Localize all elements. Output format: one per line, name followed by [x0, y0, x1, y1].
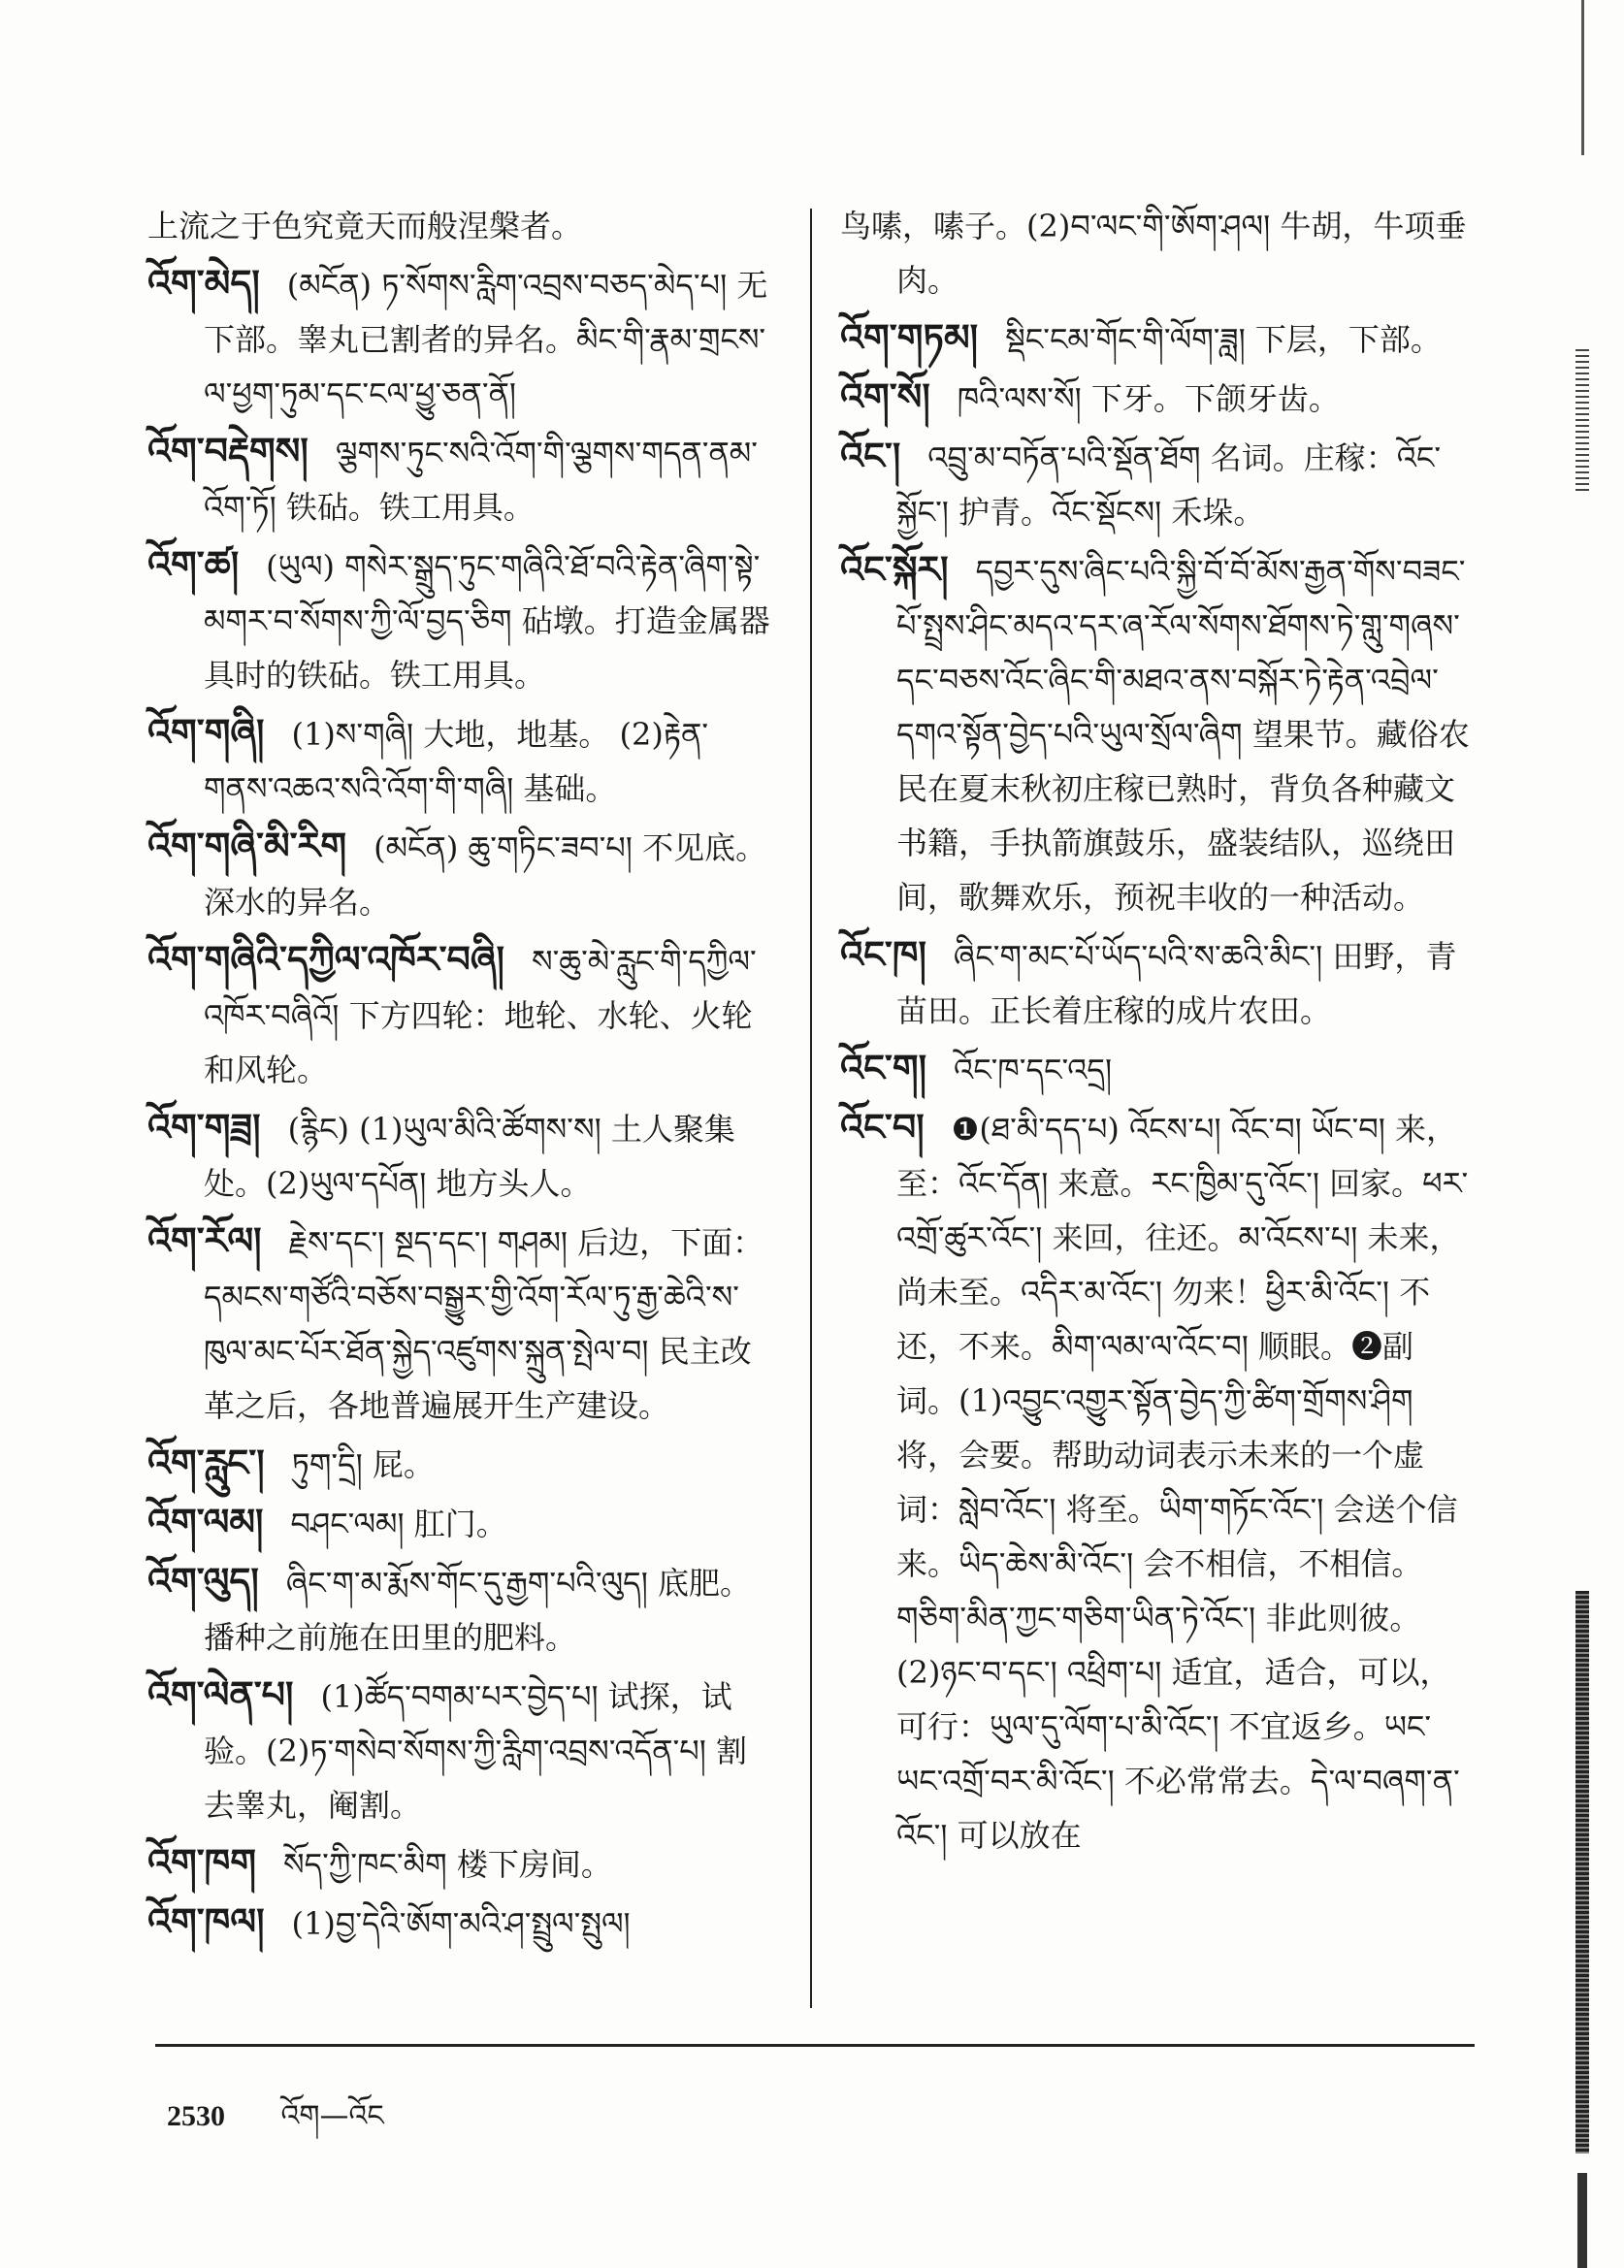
entry-headword: འོག་གཟྲ།: [147, 1106, 261, 1149]
dictionary-entry: [840, 310, 1473, 367]
entry-headword: འོག་རླུང་།: [147, 1442, 265, 1484]
entry-body: འོང་ཁ་དང་འདྲ།: [954, 1052, 1113, 1088]
entry-body: 上流之于色究竟天而般涅槃者。: [147, 208, 583, 244]
entry-body: བཤང་ལམ། 肛门。: [290, 1506, 507, 1542]
footer-rule: [155, 2044, 1475, 2047]
entry-body: དབྱར་དུས་ཞིང་པའི་སྐྱི་བོ་བོ་མོས་རྒྱན་གོས་བཟང་པོ་སྤྲས་ཤིང་མདའ་དར་ཞ་རོལ་སོགས་ཐོགས་ཏེ་གླུ་གཞས་དང་བཅས་འོང་ཞིང་གི་མཐའ་ནས་བསྐོར་ཏེ་རྟེན་འབྲེལ་དགའ་སྟོན་བྱེད་པའི་ཡུལ་སྲོལ་ཞིག 望果节。藏俗农民在夏末秋初庄稼已熟时，背负各种藏文书籍，手执箭旗鼓乐，盛装结队，巡绕田间，歌舞欢乐，预祝丰收的一种活动。: [896, 553, 1470, 916]
dictionary-entry: [840, 1041, 1473, 1097]
dictionary-entry: [840, 199, 1473, 308]
entry-body: ཁའི་ལས་སོ། 下牙。下颌牙齿。: [957, 380, 1340, 417]
edge-mark: [1575, 349, 1589, 495]
entry-body: (མངོན) ཏ་སོགས་རླིག་འབྲས་བཅད་མེད་པ། 无下部。睾丸已割者的异名。མིང་གི་རྣམ་གྲངས་ལ་ཕྱག་ཏུམ་དང་ངལ་ཕྱུ་ཅན་ནོ།: [204, 267, 768, 412]
entry-body: ས་ཆུ་མེ་རླུང་གི་དཀྱིལ་འཁོར་བཞིའོ། 下方四轮：地轮、水轮、火轮和风轮。: [204, 943, 757, 1088]
entry-body: ཞིང་ག་མ་རྨོས་གོང་དུ་རྒྱག་པའི་ལུད། 底肥。播种之前施在田里的肥料。: [204, 1565, 751, 1656]
dictionary-entry: [147, 1835, 778, 1892]
dictionary-entry: [147, 819, 778, 929]
page-footer: [167, 2084, 384, 2165]
entry-body: འབྲུ་མ་བཏོན་པའི་སྡོན་ཐོག 名词。庄稼：འོང་སྐྱོང་། 护青。འོང་སྡོངས། 禾垛。: [896, 439, 1442, 531]
entry-body: ❶(ཐ་མི་དད་པ) འོངས་པ། འོང་བ། ཡོང་བ། 来，至：འོང་དོན། 来意。རང་ཁྱིམ་དུ་འོང་། 回家。ཕར་འགྲོ་ཚུར་འོང་། 来回，往还。མ་འོངས་པ། 未来，尚未至。འདིར་མ་འོང་། 勿来！ཕྱིར་མི་འོང་། 不还，不来。མིག་ལམ་ལ་འོང་བ། 顺眼。❷副词。(1)འབྱུང་འགྱུར་སྟོན་བྱེད་ཀྱི་ཚིག་གྲོགས་ཤིག将，会要。帮助动词表示未来的一个虚词：སླེབ་འོང་། 将至。ཡིག་གཏོང་འོང་། 会送个信来。ཡིད་ཆེས་མི་འོང་། 会不相信，不相信。གཅིག་མིན་ཀྱང་གཅིག་ཡིན་ཏེ་འོང་། 非此则彼。(2)ཉང་བ་དང་། འཕྲིག་པ། 适宜，适合，可以，可行：ཡུལ་དུ་ལོག་པ་མི་འོང་། 不宜返乡。ཡང་ཡང་འགྲོ་བར་མི་འོང་། 不必常常去。དེ་ལ་བཞག་ན་འོང་། 可以放在: [896, 1111, 1469, 1854]
entry-body: (ཡུལ) གསེར་སྒྲུད་ཏུང་གཞིའི་ཐོ་བའི་རྟེན་ཞིག་སྟེ་མགར་བ་སོགས་ཀྱི་ལོ་བྱད་ཅིག 砧墩。打造金属器具时的铁砧。铁工用具。: [204, 548, 770, 694]
scan-edge-marks: [1566, 0, 1624, 2268]
entry-headword: འོང་།: [840, 435, 901, 477]
dictionary-entry: [840, 927, 1473, 1038]
entry-headword: འོང་བ།: [840, 1106, 925, 1149]
entry-headword: འོག་རོལ།: [147, 1219, 262, 1262]
entry-body: རྗེས་དང་། སྔད་དང་། གཤམ། 后边，下面：དམངས་གཙོའི་བཅོས་བསྒྱུར་གྱི་འོག་རོལ་ཏུ་རྒྱ་ཆེའི་ས་ཁུལ་མང་པོར་ཐོན་སྐྱེད་འཛུགས་སྐྲུན་སྤེལ་བ། 民主改革之后，各地普遍展开生产建设。: [204, 1224, 764, 1424]
entry-body: སོད་ཀྱི་ཁང་མིག 楼下房间。: [283, 1846, 612, 1883]
dictionary-entry: [147, 932, 778, 1097]
entry-headword: འོག་གཞི་མི་རིག: [147, 825, 347, 867]
dictionary-entry: [147, 1214, 778, 1433]
entry-body: ལྕགས་ཏུང་སའི་འོག་གི་ལྕགས་གདན་ནམ་འོག་ཏོ། 铁砧。铁工用具。: [204, 435, 758, 526]
entry-headword: འོང་ག།: [840, 1047, 927, 1089]
edge-mark: [1581, 0, 1584, 155]
entry-headword: འོག་གཏམ།: [840, 316, 979, 359]
entry-body: (1)ཚོད་བགམ་པར་བྱེད་པ། 试探，试验。(2)ཏ་གསེབ་སོགས་ཀྱི་རླིག་འབྲས་འདོན་པ། 割去睾丸，阉割。: [204, 1678, 748, 1824]
dictionary-entry: [147, 1436, 778, 1492]
entry-body: (རྙིང) (1)ཡུལ་མིའི་ཚོགས་ས། 土人聚集处。(2)ཡུལ་དཔོན། 地方头人。: [204, 1111, 735, 1202]
dictionary-entry: [840, 1100, 1473, 1863]
column-divider: [810, 209, 812, 2008]
dictionary-entry: [147, 256, 778, 421]
dictionary-entry: [147, 1100, 778, 1211]
dictionary-entry: [147, 1495, 778, 1551]
entry-headword: འོག་ལམ།: [147, 1501, 264, 1543]
page-number: 2530: [167, 2100, 225, 2132]
entry-headword: འོག་ལུད།: [147, 1560, 259, 1603]
headword-range: འོག—འོང: [280, 2099, 384, 2133]
entry-headword: འོང་སྐོར།: [840, 548, 949, 591]
entry-headword: འོག་ཁག: [147, 1841, 257, 1884]
entry-headword: འོག་ཚ།: [147, 543, 240, 586]
dictionary-entry: [840, 370, 1473, 426]
dictionary-entry: [147, 537, 778, 702]
entry-headword: འོག་གཞིའི་དཀྱིལ་འཁོར་བཞི།: [147, 938, 504, 981]
entry-body: (1)བྱ་དེའི་ཨོག་མའི་ཤ་སྤྲུལ་སྤུལ།: [291, 1905, 631, 1942]
dictionary-entry: [147, 1895, 778, 1951]
entry-headword: འོག་མེད།: [147, 262, 260, 305]
entry-body: (མངོན) ཆུ་གཏིང་ཟབ་པ། 不见底。深水的异名。: [204, 829, 767, 921]
edge-mark: [1575, 1591, 1589, 2154]
entry-body: སྡིང་ངམ་གོང་གི་ལོག་ཟླ། 下层，下部。: [1005, 321, 1442, 358]
left-column: [147, 199, 778, 1954]
entry-headword: འོག་གཞི།: [147, 711, 265, 754]
dictionary-entry: [840, 429, 1473, 539]
entry-body: (1)ས་གཞི། 大地，地基。 (2)རྟེན་གནས་འཆའ་སའི་འོག་གི་གཞི། 基础。: [204, 716, 709, 807]
edge-mark: [1577, 2173, 1587, 2268]
entry-headword: འོག་བརྡེགས།: [147, 430, 309, 472]
entry-body: 鸟嗉，嗉子。(2)བ་ལང་གི་ཨོག་ཤལ། 牛胡，牛项垂肉。: [840, 208, 1467, 299]
entry-body: ཏུག་དྲི། 屁。: [291, 1446, 435, 1483]
entry-body: ཞིང་ག་མང་པོ་ཡོད་པའི་ས་ཆའི་མིང་། 田野，青苗田。正长着庄稼的成片农田。: [896, 938, 1457, 1029]
dictionary-entry: [147, 199, 778, 253]
dictionary-entry: [147, 1668, 778, 1832]
entry-headword: འོང་ཁ།: [840, 933, 926, 976]
entry-headword: འོག་ལེན་པ།: [147, 1673, 294, 1716]
dictionary-entry: [840, 542, 1473, 924]
dictionary-entry: [147, 705, 778, 816]
entry-headword: འོག་ཁལ།: [147, 1900, 265, 1943]
right-column: [840, 199, 1473, 1865]
entry-headword: འོག་སོ།: [840, 375, 930, 418]
dictionary-entry: [147, 424, 778, 535]
dictionary-entry: [147, 1554, 778, 1665]
